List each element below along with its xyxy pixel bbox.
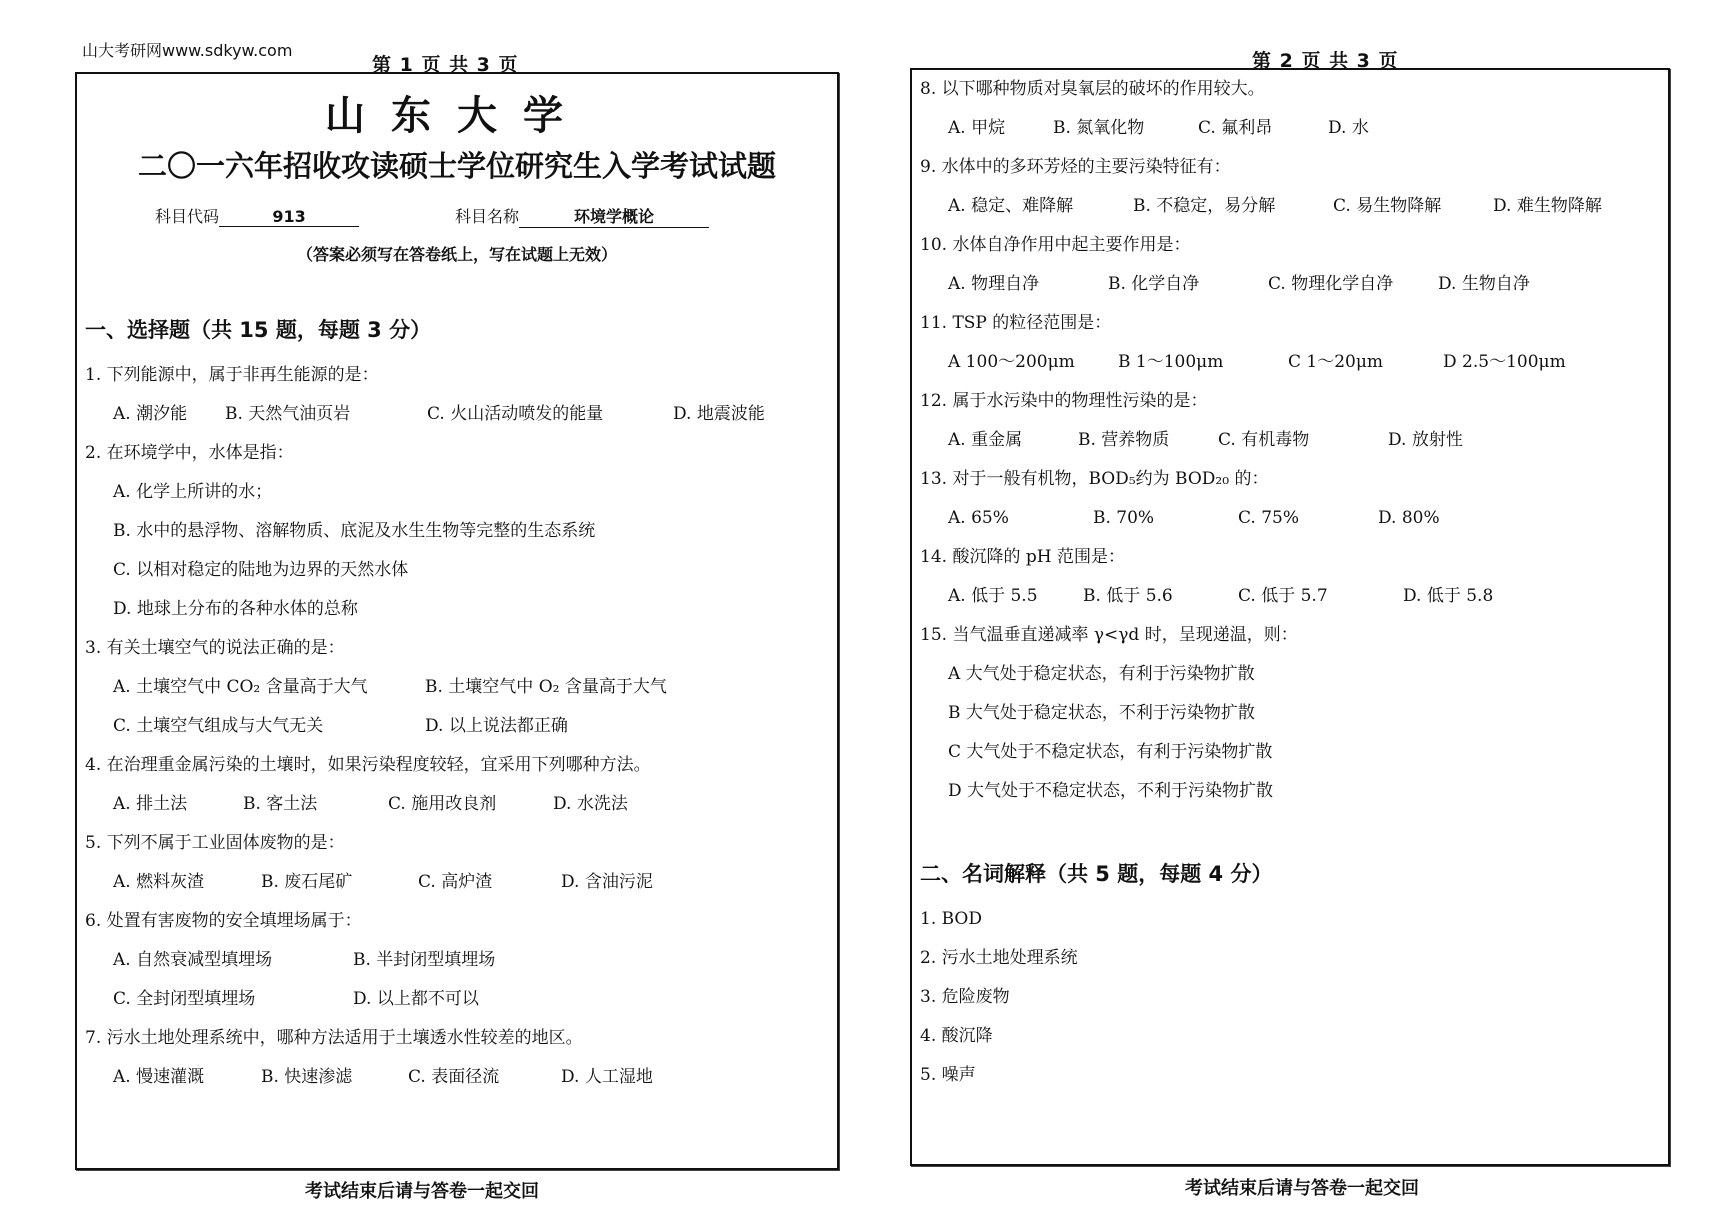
- answer-option: C 1～20μm: [1288, 352, 1384, 372]
- answer-option: A 100～200μm: [948, 352, 1075, 372]
- option-row: [920, 187, 1660, 226]
- question-7: 7. 污水土地处理系统中，哪种方法适用于土壤透水性较差的地区。: [85, 1028, 583, 1048]
- answer-option: C. 75%: [1238, 508, 1299, 528]
- answer-option: B. 化学自净: [1108, 274, 1200, 294]
- section-1-heading: 一、选择题（共 15 题，每题 3 分）: [85, 318, 432, 342]
- subject-name-label: 科目名称: [455, 207, 520, 226]
- answer-option: C. 表面径流: [408, 1067, 500, 1087]
- option-row: [920, 694, 1660, 733]
- answer-option: A. 慢速灌溉: [113, 1067, 205, 1087]
- answer-option: D. 水: [1328, 118, 1369, 138]
- answer-option: C. 施用改良剂: [388, 794, 497, 814]
- option-row: [85, 512, 829, 551]
- answer-option: A. 65%: [948, 508, 1009, 528]
- page-2-header: 第 2 页 共 3 页: [1252, 50, 1399, 72]
- option-row: [85, 473, 829, 512]
- answer-option: A. 低于 5.5: [948, 586, 1038, 606]
- option-row: [85, 1058, 829, 1097]
- answer-option: D. 生物自净: [1438, 274, 1530, 294]
- answer-option: B 1～100μm: [1118, 352, 1224, 372]
- answer-option: A. 排土法: [113, 794, 188, 814]
- page-1-header: 第 1 页 共 3 页: [372, 54, 519, 76]
- answer-option: A. 稳定、难降解: [948, 196, 1074, 216]
- answer-option: A 大气处于稳定状态，有利于污染物扩散: [948, 664, 1255, 684]
- term-item: 2. 污水土地处理系统: [920, 948, 1078, 968]
- answer-option: A. 潮汐能: [113, 404, 188, 424]
- option-row: [920, 577, 1660, 616]
- answer-option: A. 甲烷: [948, 118, 1006, 138]
- option-row: [85, 980, 829, 1019]
- option-row: [920, 733, 1660, 772]
- answer-option: D. 难生物降解: [1493, 196, 1602, 216]
- option-row: [85, 590, 829, 629]
- page-1-frame: [75, 72, 839, 1170]
- question-8: 8. 以下哪种物质对臭氧层的破坏的作用较大。: [920, 79, 1265, 99]
- option-row: [920, 343, 1660, 382]
- answer-option: A. 化学上所讲的水；: [113, 482, 273, 502]
- option-row: [920, 655, 1660, 694]
- option-row: [920, 265, 1660, 304]
- question-5: 5. 下列不属于工业固体废物的是：: [85, 833, 345, 853]
- page-2-frame: [910, 68, 1670, 1166]
- answer-option: B. 客土法: [243, 794, 318, 814]
- option-row: [920, 499, 1660, 538]
- answer-option: B 大气处于稳定状态，不利于污染物扩散: [948, 703, 1255, 723]
- question-3: 3. 有关土壤空气的说法正确的是：: [85, 638, 345, 658]
- answer-option: B. 70%: [1093, 508, 1155, 528]
- answer-option: A. 燃料灰渣: [113, 872, 205, 892]
- option-row: [920, 109, 1660, 148]
- answer-option: A. 自然衰减型填埋场: [113, 950, 273, 970]
- university-title: 山东大学: [325, 92, 589, 139]
- subject-name-value: 环境学概论: [519, 204, 709, 228]
- site-watermark: 山大考研网www.sdkyw.com: [82, 41, 293, 60]
- answer-option: A. 重金属: [948, 430, 1023, 450]
- answer-option: D. 以上都不可以: [353, 989, 479, 1009]
- answer-option: C. 物理化学自净: [1268, 274, 1394, 294]
- option-row: [85, 785, 829, 824]
- answer-option: D. 放射性: [1388, 430, 1463, 450]
- page-1-footer: 考试结束后请与答卷一起交回: [305, 1181, 539, 1202]
- answer-option: C. 氟利昂: [1198, 118, 1273, 138]
- answer-option: B. 氮氧化物: [1053, 118, 1145, 138]
- term-item: 1. BOD: [920, 909, 982, 929]
- answer-option: D. 80%: [1378, 508, 1440, 528]
- answer-option: B. 低于 5.6: [1083, 586, 1173, 606]
- question-11: 11. TSP 的粒径范围是：: [920, 313, 1112, 333]
- page-2-footer: 考试结束后请与答卷一起交回: [1185, 1178, 1419, 1199]
- answer-option: D. 含油污泥: [561, 872, 653, 892]
- answer-notice: （答案必须写在答卷纸上，写在试题上无效）: [296, 245, 617, 264]
- term-list: [920, 900, 1078, 1095]
- question-14: 14. 酸沉降的 pH 范围是：: [920, 547, 1125, 567]
- answer-option: C. 有机毒物: [1218, 430, 1310, 450]
- subject-code-value: 913: [219, 207, 359, 227]
- answer-option: D. 水洗法: [553, 794, 628, 814]
- page-1-question-list: [85, 356, 829, 1097]
- question-6: 6. 处置有害废物的安全填埋场属于：: [85, 911, 362, 931]
- answer-option: A. 土壤空气中 CO₂ 含量高于大气: [113, 677, 368, 697]
- term-item: 5. 噪声: [920, 1065, 976, 1085]
- subject-code-line: [155, 204, 359, 227]
- answer-option: C. 土壤空气组成与大气无关: [113, 716, 324, 736]
- answer-option: A. 物理自净: [948, 274, 1040, 294]
- answer-option: B. 不稳定，易分解: [1133, 196, 1276, 216]
- exam-title: 二〇一六年招收攻读硕士学位研究生入学考试试题: [137, 149, 776, 183]
- option-row: [85, 395, 829, 434]
- answer-option: B. 快速渗滤: [261, 1067, 353, 1087]
- answer-option: C. 易生物降解: [1333, 196, 1442, 216]
- answer-option: D 大气处于不稳定状态，不利于污染物扩散: [948, 781, 1274, 801]
- answer-option: B. 营养物质: [1078, 430, 1170, 450]
- subject-name-line: [455, 204, 709, 228]
- term-item: 4. 酸沉降: [920, 1026, 993, 1046]
- answer-option: D. 人工湿地: [561, 1067, 653, 1087]
- question-12: 12. 属于水污染中的物理性污染的是：: [920, 391, 1208, 411]
- question-15: 15. 当气温垂直递减率 γ<γd 时，呈现递温，则：: [920, 625, 1298, 645]
- answer-option: B. 土壤空气中 O₂ 含量高于大气: [425, 677, 667, 697]
- question-9: 9. 水体中的多环芳烃的主要污染特征有：: [920, 157, 1231, 177]
- option-row: [85, 707, 829, 746]
- answer-option: C. 以相对稳定的陆地为边界的天然水体: [113, 560, 409, 580]
- question-1: 1. 下列能源中，属于非再生能源的是：: [85, 365, 379, 385]
- page-2-question-list: [920, 70, 1660, 811]
- option-row: [85, 863, 829, 902]
- answer-option: C 大气处于不稳定状态，有利于污染物扩散: [948, 742, 1273, 762]
- option-row: [85, 668, 829, 707]
- answer-option: D. 地球上分布的各种水体的总称: [113, 599, 358, 619]
- option-row: [85, 941, 829, 980]
- answer-option: C. 全封闭型填埋场: [113, 989, 256, 1009]
- option-row: [920, 421, 1660, 460]
- option-row: [85, 551, 829, 590]
- subject-code-label: 科目代码: [155, 207, 220, 226]
- question-13: 13. 对于一般有机物，BOD₅约为 BOD₂₀ 的：: [920, 469, 1269, 489]
- answer-option: C. 高炉渣: [418, 872, 493, 892]
- answer-option: B. 半封闭型填埋场: [353, 950, 496, 970]
- answer-option: C. 低于 5.7: [1238, 586, 1328, 606]
- answer-option: D. 地震波能: [673, 404, 765, 424]
- answer-option: D. 低于 5.8: [1403, 586, 1494, 606]
- question-10: 10. 水体自净作用中起主要作用是：: [920, 235, 1191, 255]
- answer-option: D 2.5～100μm: [1443, 352, 1566, 372]
- answer-option: C. 火山活动喷发的能量: [427, 404, 604, 424]
- section-2-heading: 二、名词解释（共 5 题，每题 4 分）: [920, 862, 1273, 886]
- answer-option: B. 水中的悬浮物、溶解物质、底泥及水生生物等完整的生态系统: [113, 521, 596, 541]
- answer-option: B. 废石尾矿: [261, 872, 353, 892]
- question-2: 2. 在环境学中，水体是指：: [85, 443, 294, 463]
- term-item: 3. 危险废物: [920, 987, 1010, 1007]
- option-row: [920, 772, 1660, 811]
- answer-option: D. 以上说法都正确: [425, 716, 568, 736]
- question-4: 4. 在治理重金属污染的土壤时，如果污染程度较轻，宜采用下列哪种方法。: [85, 755, 651, 775]
- answer-option: B. 天然气油页岩: [225, 404, 351, 424]
